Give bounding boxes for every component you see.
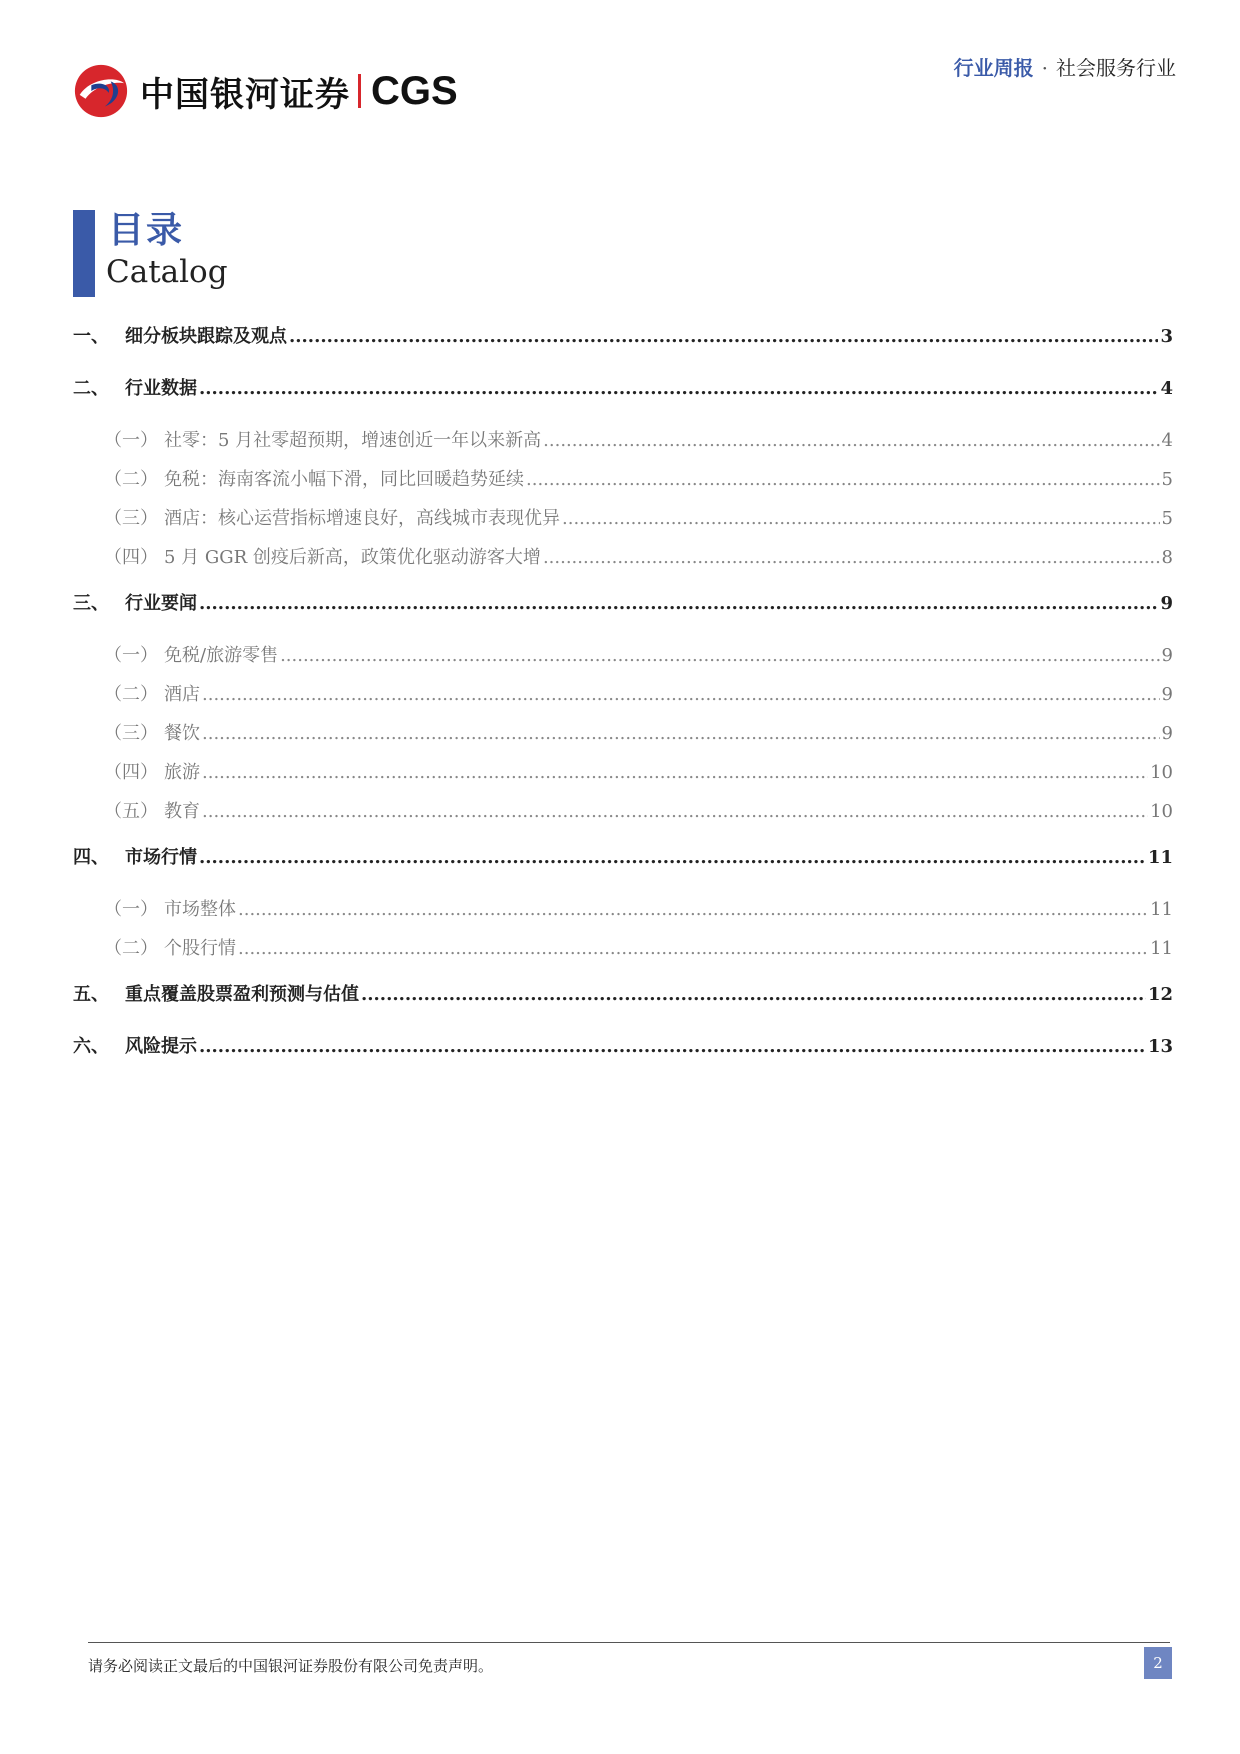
toc-subentry[interactable] (73, 543, 1173, 582)
toc-page: 9 (1160, 593, 1173, 614)
toc-title: 重点覆盖股票盈利预测与估值 (125, 984, 359, 1005)
toc-title: 行业数据 (125, 378, 197, 399)
page-number: 2 (1144, 1647, 1172, 1679)
toc-leader (289, 326, 1158, 347)
toc-leader (238, 938, 1148, 959)
toc-number: 一、 (73, 326, 109, 347)
toc-number: （二） (104, 469, 158, 490)
report-sector: 社会服务行业 (1056, 56, 1176, 80)
toc-number: 五、 (73, 984, 109, 1005)
toc-number: （三） (104, 723, 158, 744)
toc-leader (202, 723, 1160, 744)
toc-page: 11 (1150, 899, 1173, 920)
report-kind: 行业周报 (953, 56, 1034, 80)
toc-number: （一） (104, 645, 158, 666)
toc-subentry[interactable] (73, 797, 1173, 836)
catalog-accent-bar (73, 210, 95, 297)
catalog-title-en: Catalog (106, 254, 228, 290)
toc-number: （四） (104, 547, 158, 568)
toc-number: 三、 (73, 593, 109, 614)
toc-leader (280, 645, 1159, 666)
toc-entry[interactable] (73, 322, 1173, 374)
toc-subentry[interactable] (73, 641, 1173, 680)
toc-subentry[interactable] (73, 895, 1173, 934)
toc-leader (543, 430, 1159, 451)
footer-disclaimer: 请务必阅读正文最后的中国银河证券股份有限公司免责声明。 (88, 1657, 494, 1675)
galaxy-logo-icon (72, 62, 130, 120)
toc-title: 酒店 (164, 684, 200, 705)
header-separator: · (1041, 56, 1048, 80)
toc-entry[interactable] (73, 374, 1173, 426)
toc-page: 5 (1161, 469, 1173, 490)
toc-page: 8 (1161, 547, 1173, 568)
brand-name-en: CGS (371, 68, 458, 113)
toc-page: 4 (1161, 430, 1173, 451)
toc-number: （二） (104, 938, 158, 959)
toc-title: 风险提示 (125, 1036, 197, 1057)
toc-page: 13 (1147, 1036, 1173, 1057)
toc-leader (562, 508, 1160, 529)
catalog-title-cn: 目录 (108, 209, 185, 251)
toc-subentry[interactable] (73, 680, 1173, 719)
toc-title: 市场整体 (164, 899, 236, 920)
toc-leader (199, 1036, 1146, 1057)
toc-title: 社零：5 月社零超预期，增速创近一年以来新高 (164, 430, 542, 451)
toc-leader (526, 469, 1160, 490)
toc-subentry[interactable] (73, 465, 1173, 504)
toc-page: 10 (1150, 801, 1173, 822)
toc-title: 细分板块跟踪及观点 (125, 326, 287, 347)
toc-number: 六、 (73, 1036, 109, 1057)
toc-entry[interactable] (73, 980, 1173, 1032)
toc-leader (202, 684, 1160, 705)
toc-subentry[interactable] (73, 719, 1173, 758)
toc-page: 9 (1161, 684, 1173, 705)
toc-page: 9 (1161, 645, 1173, 666)
toc-subentry[interactable] (73, 934, 1173, 973)
toc-title: 市场行情 (125, 847, 197, 868)
toc-leader (202, 801, 1148, 822)
table-of-contents (73, 322, 1173, 1084)
report-type-label (954, 52, 1176, 81)
brand-logo (72, 62, 458, 120)
toc-number: （一） (104, 899, 158, 920)
toc-title: 5 月 GGR 创疫后新高，政策优化驱动游客大增 (164, 547, 541, 568)
toc-page: 10 (1150, 762, 1173, 783)
toc-entry[interactable] (73, 843, 1173, 895)
toc-leader (202, 762, 1148, 783)
toc-page: 5 (1161, 508, 1173, 529)
toc-page: 11 (1147, 847, 1173, 868)
toc-entry[interactable] (73, 1032, 1173, 1084)
toc-number: （四） (104, 762, 158, 783)
toc-leader (199, 378, 1158, 399)
toc-entry[interactable] (73, 589, 1173, 641)
toc-subentry[interactable] (73, 426, 1173, 465)
toc-leader (361, 984, 1146, 1005)
toc-page: 4 (1160, 378, 1173, 399)
toc-subentry[interactable] (73, 504, 1173, 543)
toc-page: 11 (1150, 938, 1173, 959)
toc-subentry[interactable] (73, 758, 1173, 797)
toc-title: 免税/旅游零售 (164, 645, 279, 666)
toc-page: 9 (1161, 723, 1173, 744)
footer-divider (88, 1642, 1170, 1643)
toc-leader (199, 593, 1158, 614)
toc-number: （三） (104, 508, 158, 529)
toc-title: 教育 (164, 801, 200, 822)
toc-page: 12 (1147, 984, 1173, 1005)
toc-number: （一） (104, 430, 158, 451)
toc-leader (199, 847, 1146, 868)
toc-title: 餐饮 (164, 723, 200, 744)
brand-divider (358, 74, 361, 108)
toc-title: 旅游 (164, 762, 200, 783)
toc-number: （五） (104, 801, 158, 822)
toc-number: 二、 (73, 378, 109, 399)
toc-number: （二） (104, 684, 158, 705)
toc-title: 免税：海南客流小幅下滑，同比回暖趋势延续 (164, 469, 524, 490)
toc-page: 3 (1160, 326, 1173, 347)
toc-title: 酒店：核心运营指标增速良好，高线城市表现优异 (164, 508, 560, 529)
toc-leader (238, 899, 1148, 920)
toc-number: 四、 (73, 847, 109, 868)
toc-title: 行业要闻 (125, 593, 197, 614)
brand-name-cn: 中国银河证券 (140, 74, 350, 115)
toc-leader (543, 547, 1160, 568)
toc-title: 个股行情 (164, 938, 236, 959)
